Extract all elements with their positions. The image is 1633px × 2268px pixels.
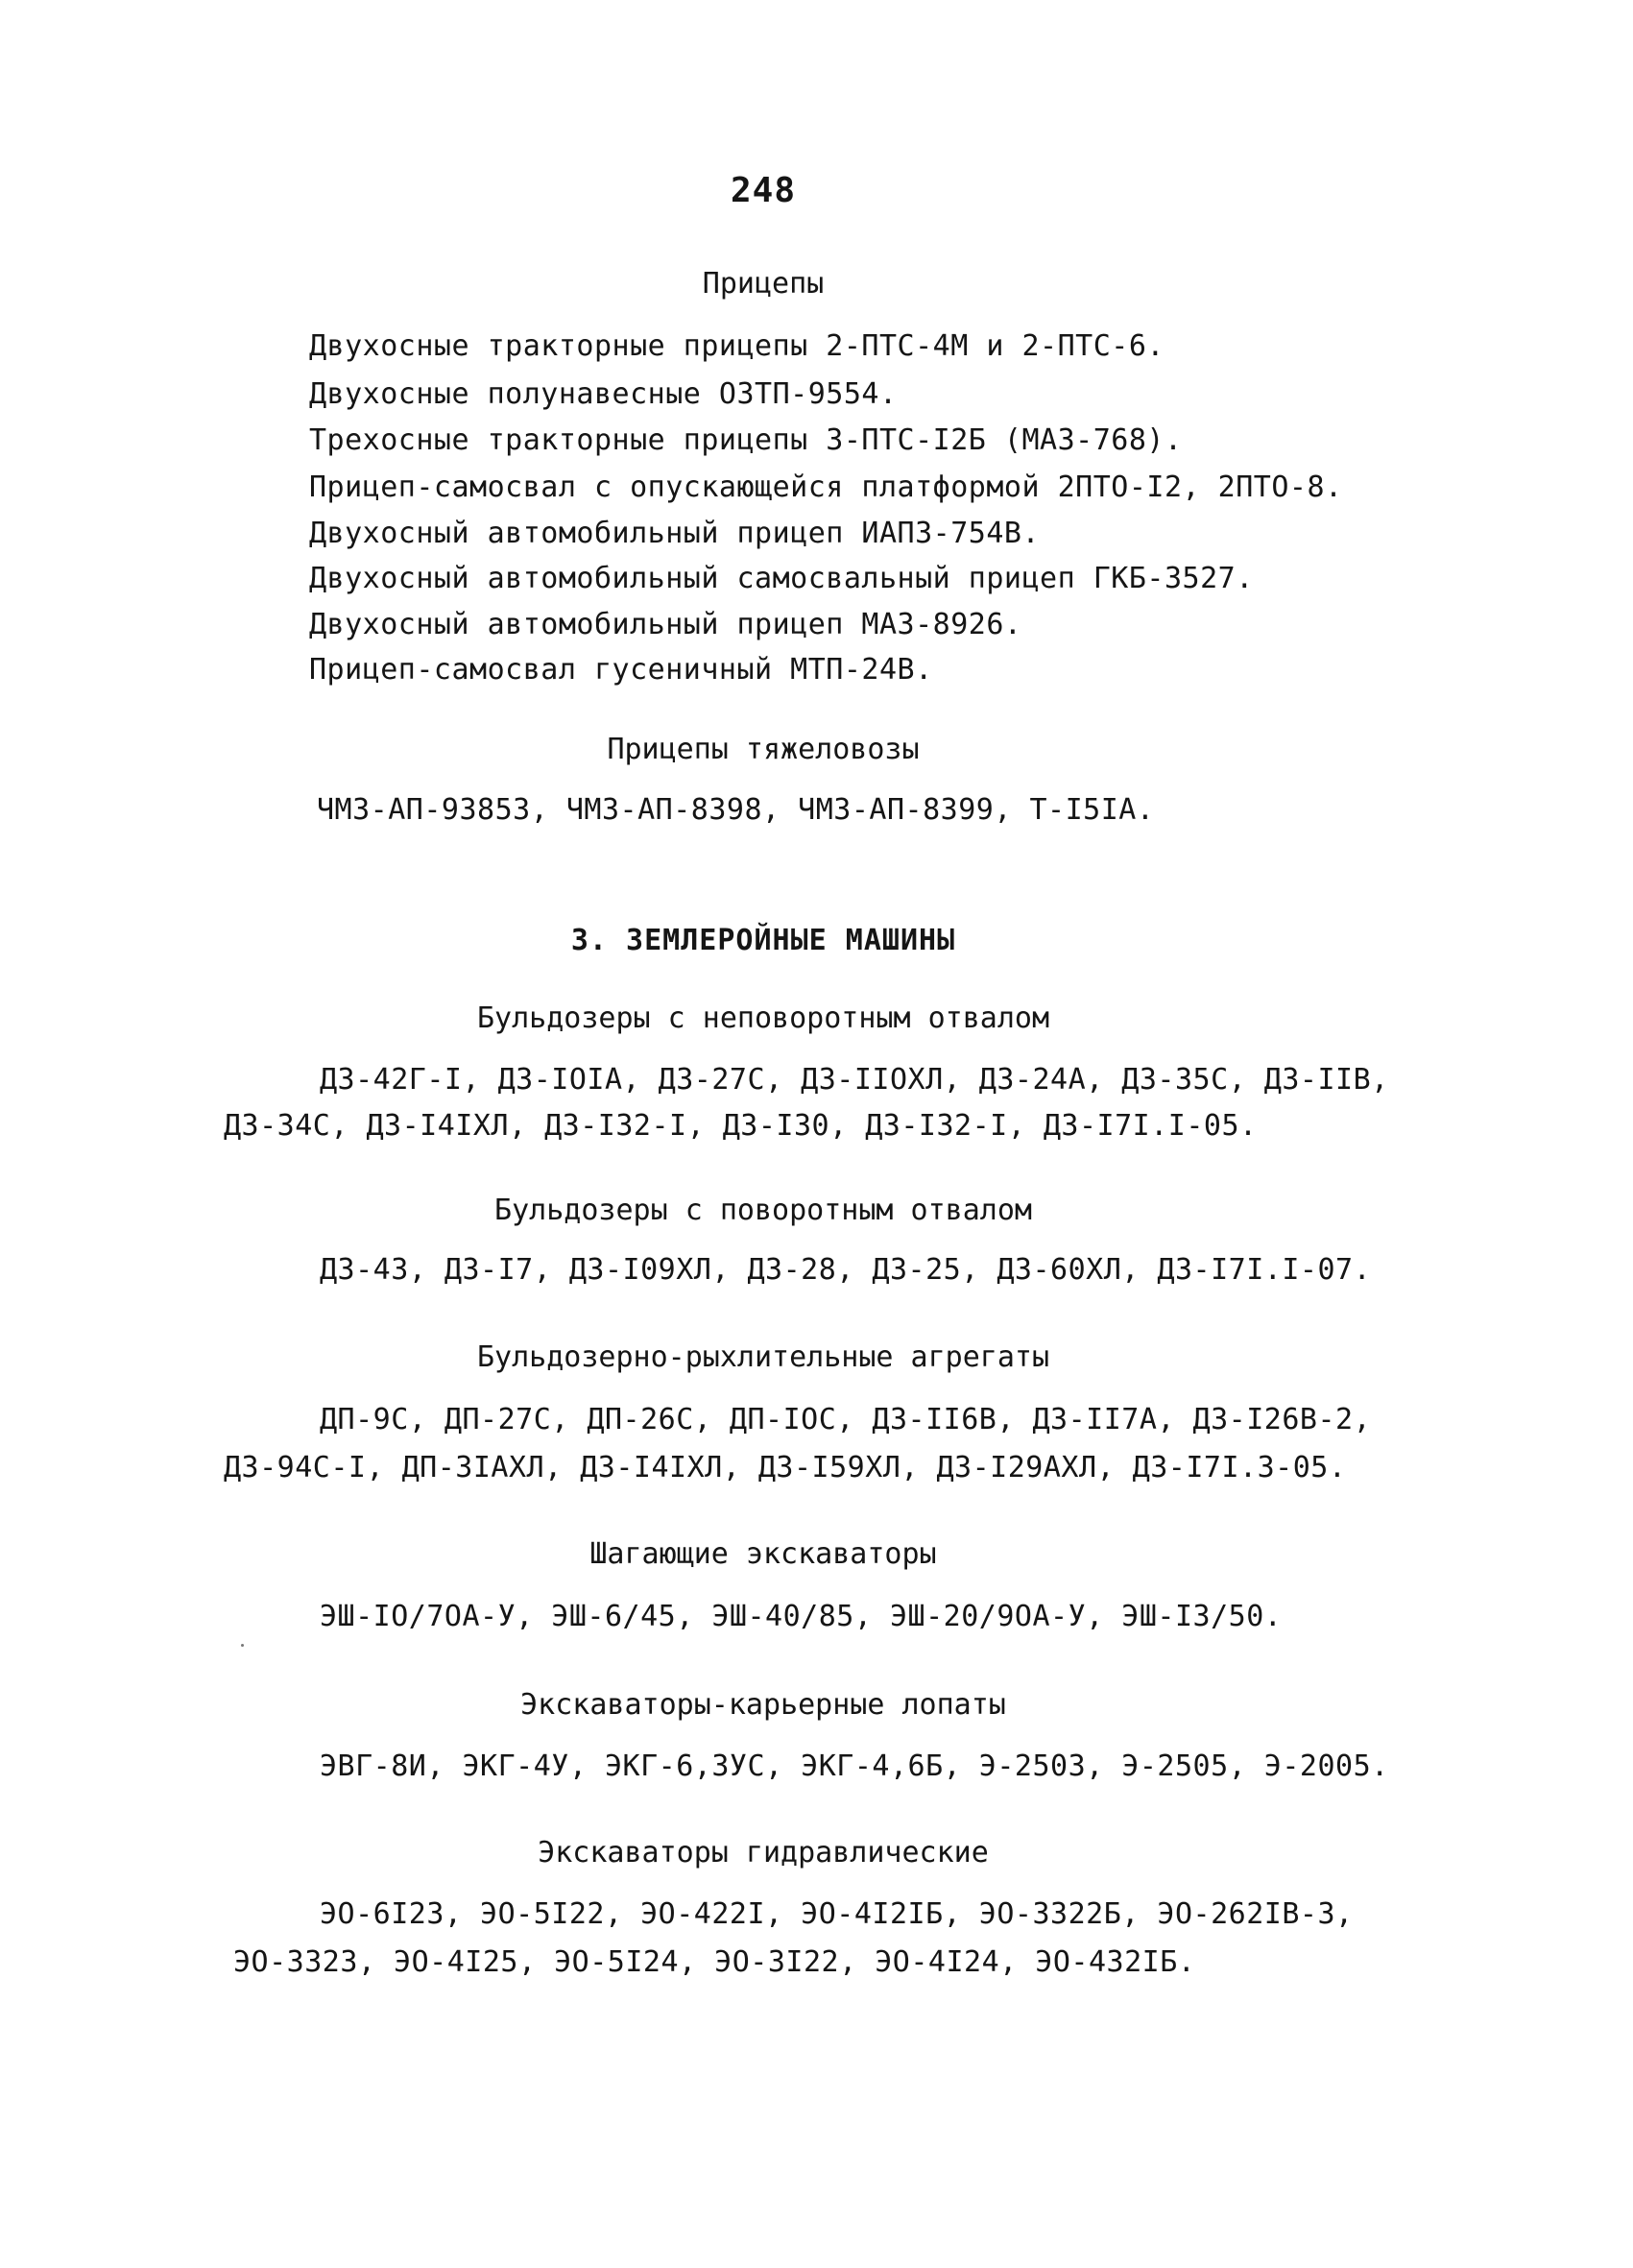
group-heading: Бульдозеры с неповоротным отвалом	[476, 1001, 1050, 1035]
group-line: ДЗ-34С, ДЗ-I4IХЛ, ДЗ-I32-I, ДЗ-I30, ДЗ-I32-I, ДЗ-I7I.I-05.	[224, 1109, 1258, 1143]
group-heading: Бульдозеры с поворотным отвалом	[494, 1194, 1032, 1227]
group-line: ДП-9С, ДП-27С, ДП-26С, ДП-IOС, ДЗ-II6В, ДЗ-II7А, ДЗ-I26В-2,	[320, 1403, 1372, 1436]
trailer-line: Двухосный автомобильный прицеп ИАПЗ-754В.	[309, 517, 1041, 550]
heavy-trailers-line: ЧМЗ-АП-93853, ЧМЗ-АП-8398, ЧМЗ-АП-8399, Т-I5IА.	[317, 793, 1155, 827]
trailer-line: Двухосный автомобильный прицеп МАЗ-8926.	[309, 608, 1022, 641]
group-line: ДЗ-43, ДЗ-I7, ДЗ-I09ХЛ, ДЗ-28, ДЗ-25, ДЗ-60ХЛ, ДЗ-I7I.I-07.	[320, 1253, 1372, 1287]
group-line: ДЗ-94С-I, ДП-3IАХЛ, ДЗ-I4IХЛ, ДЗ-I59ХЛ, ДЗ-I29АХЛ, ДЗ-I7I.3-05.	[224, 1451, 1347, 1484]
trailer-line: Двухосные полунавесные ОЗТП-9554.	[309, 377, 898, 411]
group-heading: Бульдозерно-рыхлительные агрегаты	[476, 1340, 1050, 1374]
group-line: ЭО-3323, ЭО-4I25, ЭО-5I24, ЭО-3I22, ЭО-4I24, ЭО-432IБ.	[233, 1945, 1196, 1979]
group-line: ЭВГ-8И, ЭКГ-4У, ЭКГ-6,3УС, ЭКГ-4,6Б, Э-2503, Э-2505, Э-2005.	[320, 1749, 1389, 1783]
group-line: ЭО-6I23, ЭО-5I22, ЭО-422I, ЭО-4I2IБ, ЭО-3322Б, ЭО-262IВ-3,	[320, 1897, 1354, 1931]
section-title: 3. ЗЕМЛЕРОЙНЫЕ МАШИНЫ	[570, 924, 956, 957]
stray-mark	[241, 1644, 244, 1647]
trailer-line: Прицеп-самосвал гусеничный МТП-24В.	[309, 653, 933, 687]
heavy-trailers-heading: Прицепы тяжеловозы	[607, 733, 920, 766]
trailers-heading: Прицепы	[702, 267, 825, 301]
group-heading: Шагающие экскаваторы	[589, 1537, 937, 1571]
group-heading: Экскаваторы-карьерные лопаты	[520, 1688, 1006, 1722]
group-line: ЭШ-IO/7OА-У, ЭШ-6/45, ЭШ-40/85, ЭШ-20/9OА-У, ЭШ-I3/50.	[320, 1600, 1283, 1633]
trailer-line: Трехосные тракторные прицепы З-ПТС-I2Б (МАЗ-768).	[309, 423, 1183, 457]
group-line: ДЗ-42Г-I, ДЗ-IOIА, ДЗ-27С, ДЗ-IIOХЛ, ДЗ-24А, ДЗ-35С, ДЗ-IIВ,	[320, 1063, 1389, 1097]
page-number: 248	[730, 171, 797, 210]
group-heading: Экскаваторы гидравлические	[538, 1836, 989, 1870]
trailer-line: Двухосный автомобильный самосвальный прицеп ГКБ-3527.	[309, 562, 1254, 595]
trailer-line: Двухосные тракторные прицепы 2-ПТС-4М и 2-ПТС-6.	[309, 329, 1165, 363]
trailer-line: Прицеп-самосвал с опускающейся платформой 2ПТО-I2, 2ПТО-8.	[309, 470, 1343, 504]
